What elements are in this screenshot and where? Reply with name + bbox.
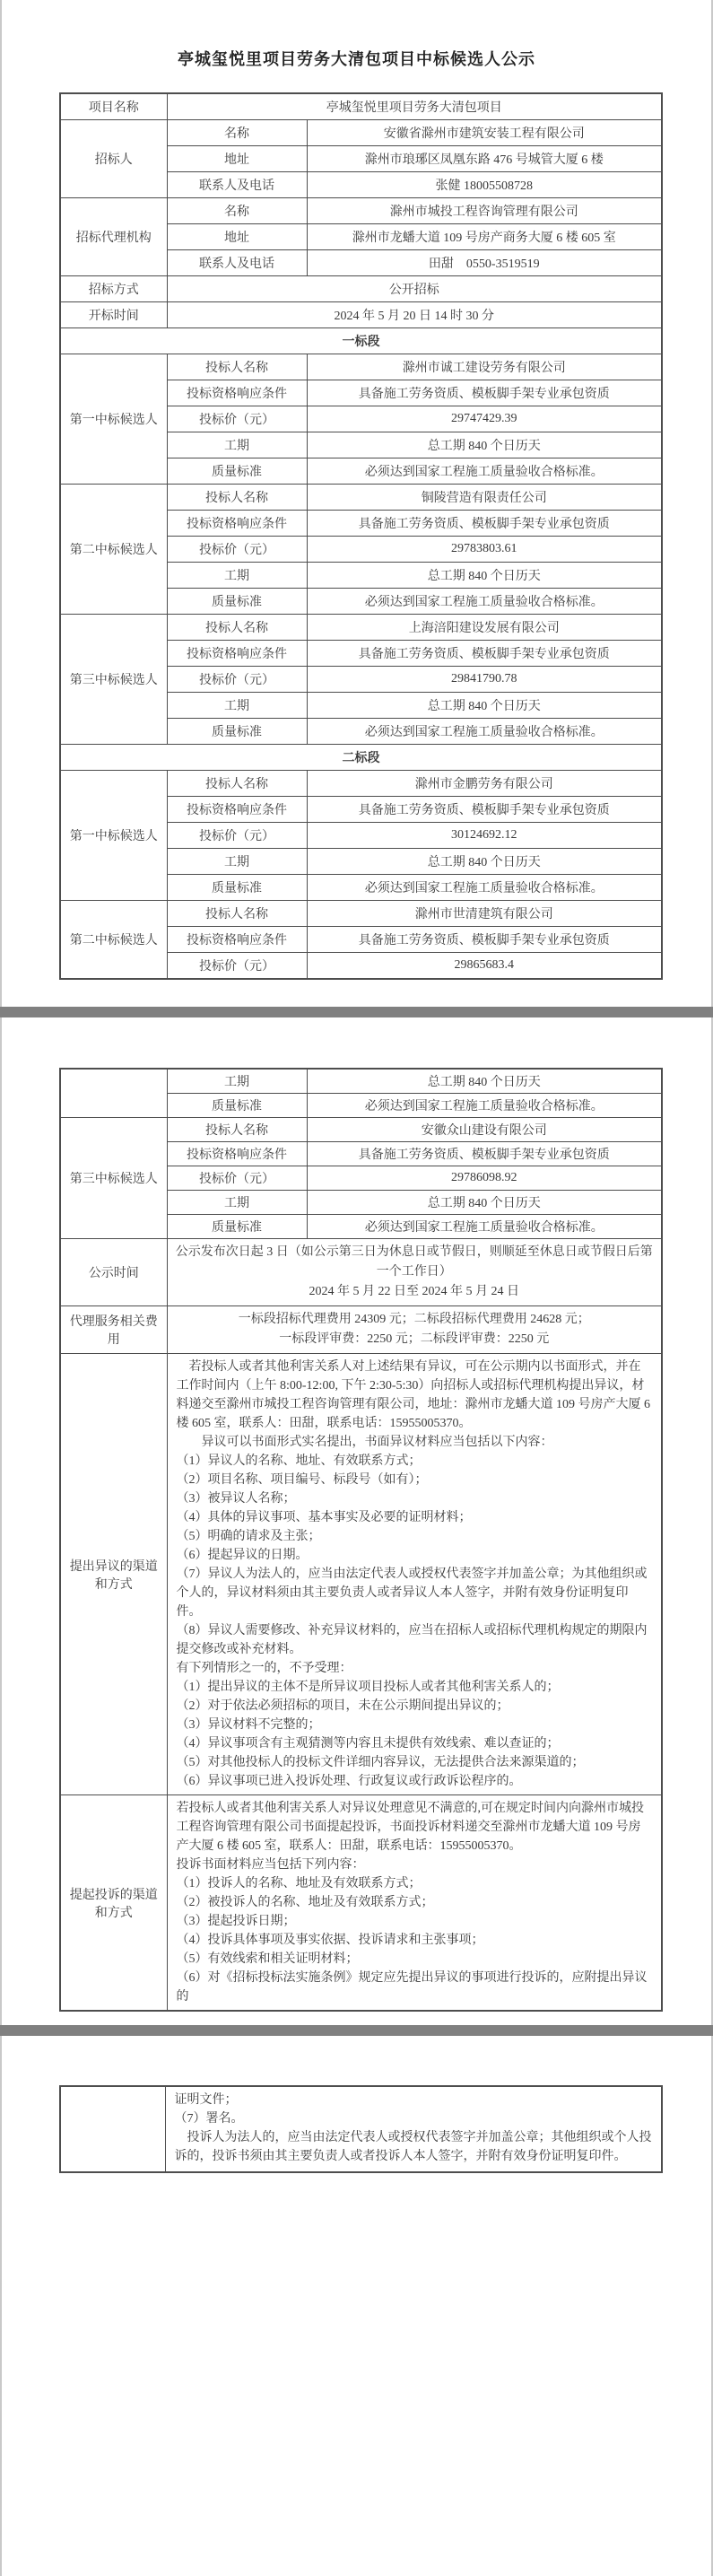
objection-paragraph: （2）对于依法必须招标的项目，未在公示期间提出异议的； xyxy=(176,1699,509,1713)
quality-value: 必须达到国家工程施工质量验收合格标准。 xyxy=(307,1094,662,1118)
objection-paragraph: （5）对其他投标人的投标文件详细内容异议，无法提供合法来源渠道的； xyxy=(176,1756,585,1769)
table-row xyxy=(60,276,662,302)
tenderer-name-value: 安徽省滁州市建筑安装工程有限公司 xyxy=(307,120,662,146)
agency-contact-value: 田甜 0550-3519519 xyxy=(307,250,662,276)
method-value: 公开招标 xyxy=(167,276,662,302)
objection-paragraph: （3）被异议人名称； xyxy=(176,1492,296,1506)
table-row xyxy=(60,1118,662,1142)
complaint-paragraph: （5）有效线索和相关证明材料； xyxy=(176,1952,359,1966)
notice-table-page1 xyxy=(59,92,663,980)
candidate-label: 第一中标候选人 xyxy=(60,354,167,485)
complaint-paragraph: （2）被投诉人的名称、地址及有效联系方式； xyxy=(176,1896,434,1909)
quality-label: 质量标准 xyxy=(167,458,307,485)
agency-fee-value xyxy=(167,1306,662,1354)
notice-time-value xyxy=(167,1239,662,1306)
table-row xyxy=(60,615,662,641)
objection-paragraph: （6）异议事项已进入投诉处理、行政复议或行政诉讼程序的。 xyxy=(176,1775,522,1788)
price-value: 29841790.78 xyxy=(307,667,662,693)
price-label: 投标价（元） xyxy=(167,953,307,980)
project-name-label: 项目名称 xyxy=(60,93,167,120)
duration-label: 工期 xyxy=(167,693,307,719)
notice-time-line: 一个工作日） xyxy=(376,1265,452,1279)
complaint-label: 提起投诉的渠道和方式 xyxy=(60,1795,167,2012)
complaint-paragraph: 若投标人或者其他利害关系人对异议处理意见不满意的,可在规定时间内向滁州市城投工程咨询管理有限公司书面提起投诉，书面投诉材料递交至滁州市龙蟠大道 109 号房产大厦 6 楼 605 室，联系人：田甜，联系电话：15955005370。 xyxy=(176,1802,644,1853)
qualification-value: 具备施工劳务资质、模板脚手架专业承包资质 xyxy=(307,1142,662,1166)
complaint-paragraph: （7）署名。 xyxy=(174,2112,244,2126)
table-row xyxy=(60,1795,662,2012)
page-divider xyxy=(0,1007,713,1017)
qualification-value: 具备施工劳务资质、模板脚手架专业承包资质 xyxy=(307,380,662,406)
table-row xyxy=(60,901,662,927)
quality-label: 质量标准 xyxy=(167,719,307,745)
qualification-label: 投标资格响应条件 xyxy=(167,380,307,406)
price-label: 投标价（元） xyxy=(167,823,307,849)
tenderer-addr-label: 地址 xyxy=(167,146,307,172)
section-header-row xyxy=(60,328,662,354)
open-time-label: 开标时间 xyxy=(60,302,167,328)
agency-fee-line: 一标段招标代理费用 24309 元；二标段招标代理费用 24628 元； xyxy=(238,1313,590,1326)
tenderer-label: 招标人 xyxy=(60,120,167,198)
objection-paragraph: 异议可以书面形式实名提出，书面异议材料应当包括以下内容： xyxy=(201,1436,553,1449)
quality-label: 质量标准 xyxy=(167,589,307,615)
table-row xyxy=(60,198,662,224)
price-label: 投标价（元） xyxy=(167,667,307,693)
bidder-value: 滁州市诚工建设劳务有限公司 xyxy=(307,354,662,380)
agency-addr-label: 地址 xyxy=(167,224,307,250)
table-row xyxy=(60,354,662,380)
quality-value: 必须达到国家工程施工质量验收合格标准。 xyxy=(307,719,662,745)
agency-name-value: 滁州市城投工程咨询管理有限公司 xyxy=(307,198,662,224)
table-row xyxy=(60,120,662,146)
quality-label: 质量标准 xyxy=(167,1215,307,1239)
bidder-label: 投标人名称 xyxy=(167,1118,307,1142)
objection-paragraph: （4）异议事项含有主观猜测等内容且未提供有效线索、难以查证的； xyxy=(176,1737,560,1751)
quality-value: 必须达到国家工程施工质量验收合格标准。 xyxy=(307,1215,662,1239)
duration-label: 工期 xyxy=(167,563,307,589)
table-row xyxy=(60,1354,662,1795)
method-label: 招标方式 xyxy=(60,276,167,302)
duration-label: 工期 xyxy=(167,432,307,458)
objection-paragraph: 有下列情形之一的，不予受理： xyxy=(176,1662,352,1675)
duration-label: 工期 xyxy=(167,1191,307,1215)
table-row xyxy=(60,771,662,797)
tenderer-contact-label: 联系人及电话 xyxy=(167,172,307,198)
table-row xyxy=(60,1306,662,1354)
price-value: 29786098.92 xyxy=(307,1166,662,1191)
quality-value: 必须达到国家工程施工质量验收合格标准。 xyxy=(307,589,662,615)
complaint-paragraph: （6）对《招标投标法实施条例》规定应先提出异议的事项进行投诉的，应附提出异议的 xyxy=(176,1971,648,2004)
candidate-label: 第三中标候选人 xyxy=(60,1118,167,1239)
carryover-empty-cell xyxy=(60,2086,165,2172)
qualification-label: 投标资格响应条件 xyxy=(167,511,307,537)
objection-text xyxy=(167,1354,662,1795)
objection-paragraph: （6）提起异议的日期。 xyxy=(176,1549,309,1562)
complaint-text xyxy=(167,1795,662,2012)
document-title: 亭城玺悦里项目劳务大清包项目中标候选人公示 xyxy=(178,50,535,68)
duration-label: 工期 xyxy=(167,849,307,875)
agency-addr-value: 滁州市龙蟠大道 109 号房产商务大厦 6 楼 605 室 xyxy=(307,224,662,250)
agency-fee-line: 一标段评审费：2250 元；二标段评审费：2250 元 xyxy=(279,1332,550,1346)
table-row xyxy=(60,2086,662,2172)
section1-header: 一标段 xyxy=(60,328,662,354)
complaint-paragraph: （3）提起投诉日期； xyxy=(176,1915,296,1928)
agency-fee-label: 代理服务相关费用 xyxy=(60,1306,167,1354)
candidate-label: 第二中标候选人 xyxy=(60,901,167,980)
bidder-value: 铜陵营造有限责任公司 xyxy=(307,485,662,511)
objection-paragraph: （1）异议人的名称、地址、有效联系方式； xyxy=(176,1454,422,1468)
open-time-value: 2024 年 5 月 20 日 14 时 30 分 xyxy=(167,302,662,328)
bidder-value: 滁州市世清建筑有限公司 xyxy=(307,901,662,927)
candidate-label: 第二中标候选人 xyxy=(60,485,167,615)
agency-contact-label: 联系人及电话 xyxy=(167,250,307,276)
duration-value: 总工期 840 个日历天 xyxy=(307,693,662,719)
objection-paragraph: （3）异议材料不完整的； xyxy=(176,1718,321,1732)
table-row xyxy=(60,93,662,120)
quality-label: 质量标准 xyxy=(167,875,307,901)
page-divider xyxy=(0,2025,713,2036)
notice-time-line: 公示发布次日起 3 日（如公示第三日为休息日或节假日，则顺延至休息日或节假日后第 xyxy=(175,1245,653,1259)
duration-value: 总工期 840 个日历天 xyxy=(307,1191,662,1215)
objection-paragraph: （4）具体的异议事项、基本事实及必要的证明材料； xyxy=(176,1511,472,1524)
table-row xyxy=(60,1239,662,1306)
candidate-label: 第一中标候选人 xyxy=(60,771,167,901)
bidder-label: 投标人名称 xyxy=(167,485,307,511)
price-label: 投标价（元） xyxy=(167,537,307,563)
price-label: 投标价（元） xyxy=(167,1166,307,1191)
price-label: 投标价（元） xyxy=(167,406,307,432)
objection-paragraph: （1）提出异议的主体不是所异议项目投标人或者其他利害关系人的； xyxy=(176,1681,560,1694)
complaint-text-continued xyxy=(165,2086,662,2172)
agency-label: 招标代理机构 xyxy=(60,198,167,276)
duration-value: 总工期 840 个日历天 xyxy=(307,849,662,875)
duration-value: 总工期 840 个日历天 xyxy=(307,563,662,589)
section-header-row xyxy=(60,745,662,771)
quality-value: 必须达到国家工程施工质量验收合格标准。 xyxy=(307,875,662,901)
qualification-label: 投标资格响应条件 xyxy=(167,1142,307,1166)
bidder-value: 上海涪阳建设发展有限公司 xyxy=(307,615,662,641)
objection-paragraph: （2）项目名称、项目编号、标段号（如有）； xyxy=(176,1473,428,1487)
qualification-value: 具备施工劳务资质、模板脚手架专业承包资质 xyxy=(307,797,662,823)
tenderer-addr-value: 滁州市琅琊区凤凰东路 476 号城管大厦 6 楼 xyxy=(307,146,662,172)
qualification-value: 具备施工劳务资质、模板脚手架专业承包资质 xyxy=(307,641,662,667)
section2-header: 二标段 xyxy=(60,745,662,771)
notice-table-page2 xyxy=(59,1068,663,2012)
notice-time-label: 公示时间 xyxy=(60,1239,167,1306)
complaint-paragraph: 投诉人为法人的，应当由法定代表人或授权代表签字并加盖公章；其他组织或个人投诉的，投诉书须由其主要负责人或者投诉人本人签字，并附有效身份证明复印件。 xyxy=(174,2131,652,2163)
duration-value: 总工期 840 个日历天 xyxy=(307,1069,662,1094)
agency-name-label: 名称 xyxy=(167,198,307,224)
bidder-value: 安徽众山建设有限公司 xyxy=(307,1118,662,1142)
duration-label: 工期 xyxy=(167,1069,307,1094)
price-value: 29747429.39 xyxy=(307,406,662,432)
price-value: 30124692.12 xyxy=(307,823,662,849)
table-row xyxy=(60,485,662,511)
price-value: 29865683.4 xyxy=(307,953,662,980)
quality-label: 质量标准 xyxy=(167,1094,307,1118)
objection-paragraph: （5）明确的请求及主张； xyxy=(176,1530,321,1543)
bidder-label: 投标人名称 xyxy=(167,615,307,641)
complaint-paragraph: 证明文件； xyxy=(174,2093,238,2107)
duration-value: 总工期 840 个日历天 xyxy=(307,432,662,458)
complaint-paragraph: 投诉书面材料应当包括下列内容： xyxy=(176,1858,365,1872)
quality-value: 必须达到国家工程施工质量验收合格标准。 xyxy=(307,458,662,485)
bidder-label: 投标人名称 xyxy=(167,901,307,927)
objection-paragraph: （7）异议人为法人的，应当由法定代表人或授权代表签字并加盖公章；为其他组织或个人的，异议材料须由其主要负责人或者异议人本人签字，并附有效身份证明复印件。 xyxy=(176,1567,648,1619)
bidder-value: 滁州市金鹏劳务有限公司 xyxy=(307,771,662,797)
tenderer-name-label: 名称 xyxy=(167,120,307,146)
candidate-label: 第三中标候选人 xyxy=(60,615,167,745)
price-value: 29783803.61 xyxy=(307,537,662,563)
qualification-value: 具备施工劳务资质、模板脚手架专业承包资质 xyxy=(307,927,662,953)
complaint-paragraph: （1）投诉人的名称、地址及有效联系方式； xyxy=(176,1877,422,1891)
objection-paragraph: （8）异议人需要修改、补充异议材料的，应当在招标人或招标代理机构规定的期限内提交修改或补充材料。 xyxy=(176,1624,648,1656)
objection-label: 提出异议的渠道和方式 xyxy=(60,1354,167,1795)
complaint-paragraph: （4）投诉具体事项及事实依据、投诉请求和主张事项； xyxy=(176,1934,484,1947)
tenderer-contact-value: 张健 18005508728 xyxy=(307,172,662,198)
notice-time-line: 2024 年 5 月 22 日至 2024 年 5 月 24 日 xyxy=(309,1285,519,1298)
notice-table-page3 xyxy=(59,2085,663,2173)
table-row xyxy=(60,302,662,328)
bidder-label: 投标人名称 xyxy=(167,354,307,380)
qualification-label: 投标资格响应条件 xyxy=(167,797,307,823)
qualification-label: 投标资格响应条件 xyxy=(167,927,307,953)
carryover-empty-cell xyxy=(60,1069,167,1118)
qualification-label: 投标资格响应条件 xyxy=(167,641,307,667)
table-row xyxy=(60,1069,662,1094)
project-name-value: 亭城玺悦里项目劳务大清包项目 xyxy=(167,93,662,120)
bidder-label: 投标人名称 xyxy=(167,771,307,797)
qualification-value: 具备施工劳务资质、模板脚手架专业承包资质 xyxy=(307,511,662,537)
page-left-edge xyxy=(0,0,2,2576)
objection-paragraph: 若投标人或者其他利害关系人对上述结果有异议，可在公示期内以书面形式，并在工作时间内（上午 8:00-12:00, 下午 2:30-5:30）向招标人或招标代理机构提出异议，材料递交至滁州市城投工程咨询管理有限公司，地址：滁州市龙蟠大道 109 号房产大厦 6 楼 605 室，联系人：田甜，联系电话：15955005370。 xyxy=(176,1360,650,1430)
